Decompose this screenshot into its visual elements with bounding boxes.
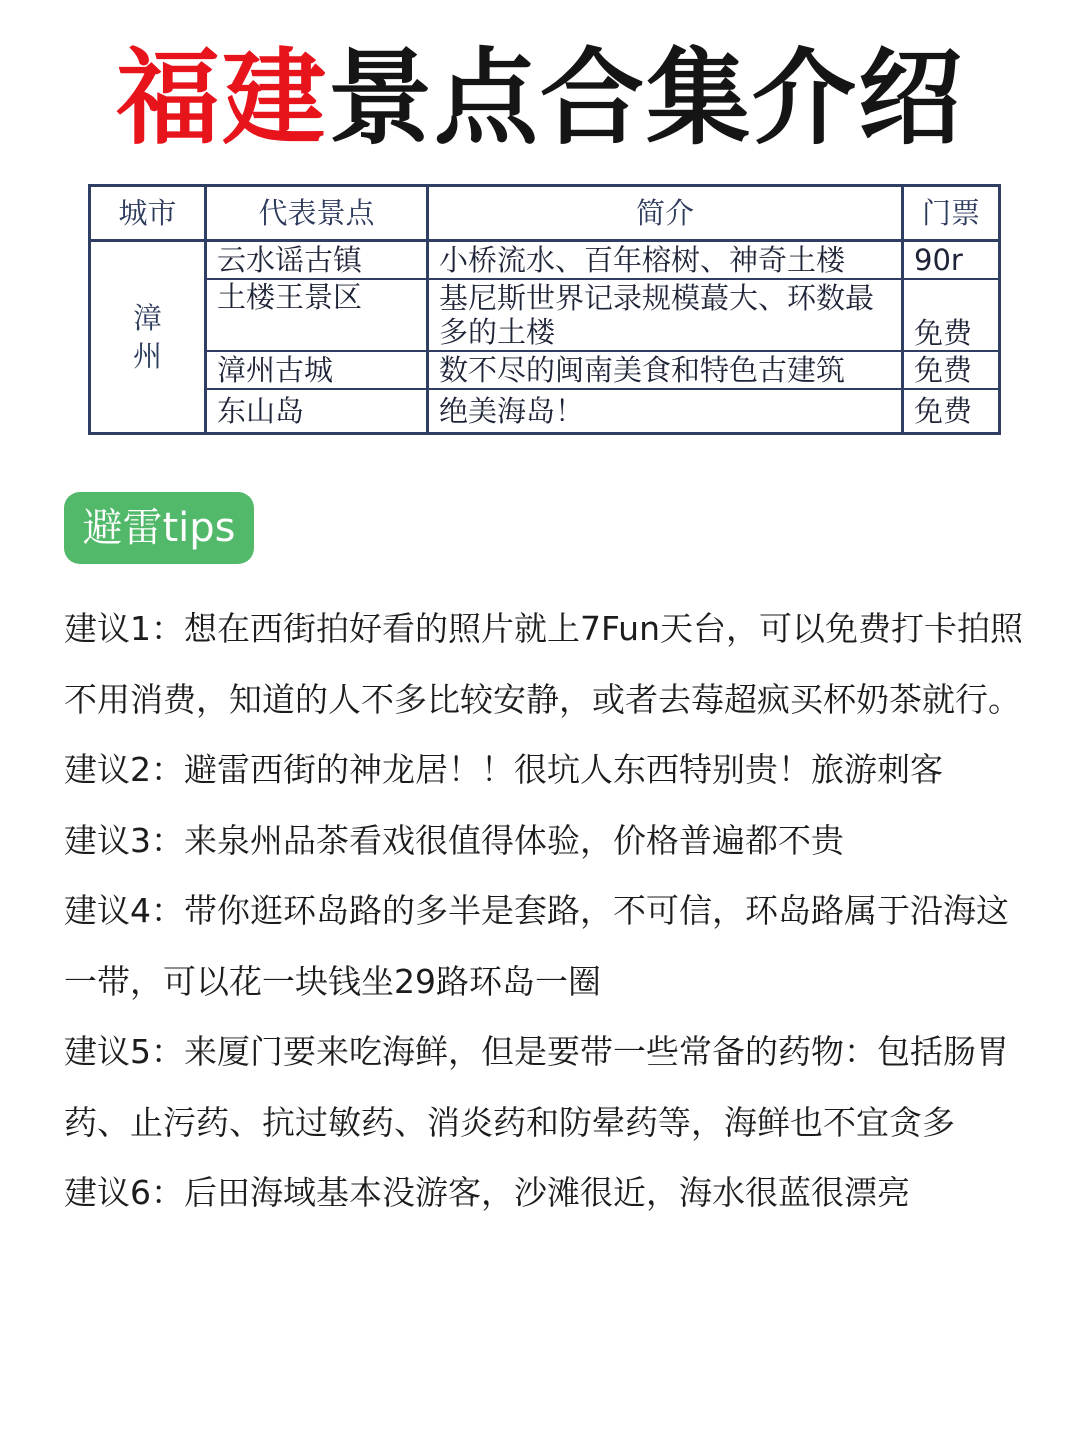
- spot-ticket: 免费: [903, 389, 1000, 434]
- table-header-row: [90, 186, 1000, 241]
- attractions-table: [88, 184, 1001, 435]
- city-name: 漳 州: [132, 301, 162, 373]
- spot-name: 东山岛: [206, 389, 428, 434]
- spot-intro: 基尼斯世界记录规模蕞大、环数最多的土楼: [428, 279, 903, 351]
- table-row: [90, 241, 1000, 280]
- title-highlight: 福建: [115, 37, 328, 159]
- spot-intro: 小桥流水、百年榕树、神奇土楼: [428, 241, 903, 280]
- tip-4: 建议4：带你逛环岛路的多半是套路，不可信，环岛路属于沿海这一带，可以花一块钱坐29路环岛一圈: [64, 891, 1009, 1001]
- spot-ticket: 免费: [903, 279, 1000, 351]
- spot-intro: 绝美海岛！: [428, 389, 903, 434]
- table-row: [90, 389, 1000, 434]
- tip-2: 建议2：避雷西街的神龙居！！很坑人东西特别贵！旅游刺客: [64, 750, 943, 789]
- header-spot: 代表景点: [206, 186, 428, 241]
- table-row: [90, 351, 1000, 389]
- spot-intro: 数不尽的闽南美食和特色古建筑: [428, 351, 903, 389]
- header-city: 城市: [90, 186, 206, 241]
- tips-badge: 避雷tips: [64, 492, 254, 564]
- spot-ticket: 90r: [903, 241, 1000, 280]
- title-rest: 景点合集介绍: [328, 37, 965, 159]
- table-row: [90, 279, 1000, 351]
- tip-6: 建议6：后田海域基本没游客，沙滩很近，海水很蓝很漂亮: [64, 1173, 910, 1212]
- tip-5: 建议5：来厦门要来吃海鲜，但是要带一些常备的药物：包括肠胃药、止污药、抗过敏药、消炎药和防晕药等，海鲜也不宜贪多: [64, 1032, 1009, 1142]
- spot-name: 云水谣古镇: [206, 241, 428, 280]
- tip-3: 建议3：来泉州品茶看戏很值得体验，价格普遍都不贵: [64, 820, 844, 860]
- header-intro: 简介: [428, 186, 903, 241]
- tips-list: [64, 594, 1024, 1229]
- header-ticket: 门票: [903, 186, 1000, 241]
- tip-1: 建议1：想在西街拍好看的照片就上7Fun天台，可以免费打卡拍照不用消费，知道的人不多比较安静，或者去莓超疯买杯奶茶就行。: [64, 609, 1023, 719]
- city-cell: [90, 241, 206, 434]
- page-title: [0, 38, 1080, 158]
- spot-name: 漳州古城: [206, 351, 428, 389]
- spot-name: 土楼王景区: [206, 279, 428, 351]
- spot-ticket: 免费: [903, 351, 1000, 389]
